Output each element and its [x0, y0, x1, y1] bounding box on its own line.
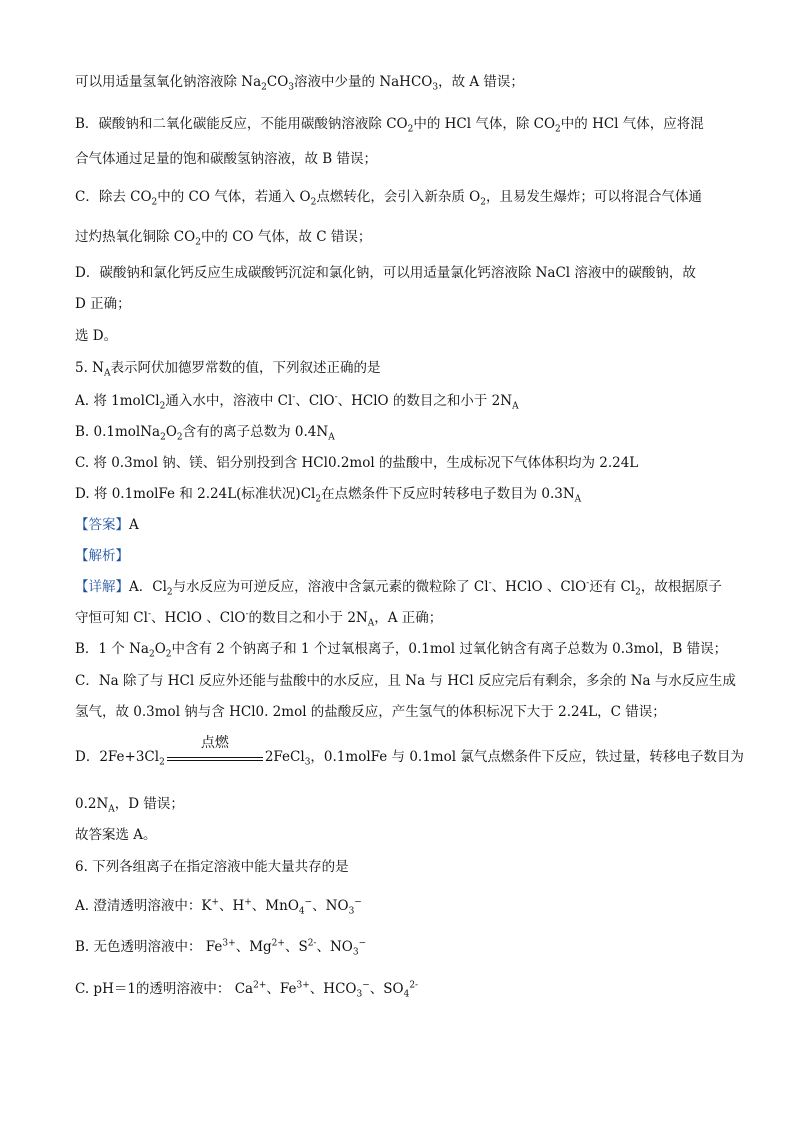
q5-option-a: A. 将 1molCl$_2$通入水中，溶液中 Cl-、ClO-、HClO 的数目之和小于 $2N_A$ — [75, 392, 519, 412]
ignition-condition: 点燃 — [200, 735, 229, 751]
q4-line-7: D 正确； — [75, 296, 131, 312]
q5-option-d: D. 将 0.1molFe 和 2.24L(标准状况)$Cl_2$在点燃条件下反应时转移电子数目为 $0.3N_A$ — [75, 486, 582, 505]
q5-option-b: B. $0.1molNa_2O_2$含有的离子总数为 $0.4N_A$ — [75, 424, 335, 443]
ignition-equals-sign — [167, 735, 263, 766]
explanation-line-7: $0.2N_A$，D 错误； — [75, 796, 184, 815]
detail-tag: 【详解】 — [75, 579, 129, 595]
explanation-line-4: C．Na 除了与 HCl 反应外还能与盐酸中的水反应，且 Na 与 HCl 反应完后有剩余，多余的 Na 与水反应生成 — [75, 673, 736, 689]
answer-value: A — [129, 517, 139, 533]
answer-tag: 【答案】 — [75, 517, 129, 533]
explanation-line-1: 【详解】A．$Cl_2$与水反应为可逆反应，溶液中含氯元素的微粒除了 Cl-、HClO 、ClO-还有 $Cl_2$，故根据原子 — [75, 578, 722, 598]
q4-line-5: 过灼热氧化铜除 $CO_2$中的 CO 气体，故 C 错误； — [75, 229, 372, 248]
explanation-line-3: B．1 个 $Na_2O_2$中含有 2 个钠离子和 1 个过氧根离子，0.1mol 过氧化钠含有离子总数为 0.3mol，B 错误； — [75, 641, 728, 660]
q4-line-3: 合气体通过足量的饱和碳酸氢钠溶液，故 B 错误； — [75, 151, 378, 167]
q6-option-a: A. 澄清透明溶液中：K+、H+、MnO$_4$−、$NO_3^-$ — [75, 897, 362, 917]
q4-line-4: C．除去 $CO_2$中的 CO 气体，若通入 $O_2$点燃转化，会引入新杂质 $O_2$，且易发生爆炸；可以将混合气体通 — [75, 189, 702, 208]
explanation-line-6: D．$2Fe+3Cl_2$ 点燃 2FeCl$_3$，0.1molFe 与 0.1mol 氯气点燃条件下反应，铁过量，转移电子数目为 — [75, 735, 744, 768]
q6-stem: 6. 下列各组离子在指定溶液中能大量共存的是 — [75, 859, 349, 875]
q4-line-6: D．碳酸钠和氯化钙反应生成碳酸钙沉淀和氯化钠，可以用适量氯化钙溶液除 NaCl 溶液中的碳酸钠，故 — [75, 265, 696, 281]
q4-line-8: 选 D。 — [75, 328, 118, 344]
explanation-line-2: 守恒可知 Cl-、HClO 、ClO-的数目之和小于 $2N_A$，A 正确； — [75, 609, 443, 629]
q4-line-1: 可以用适量氢氧化钠溶液除 $Na_2CO_3$溶液中少量的 NaHCO$_3$，故 A 错误； — [75, 74, 524, 93]
q6-option-c: C. pH＝1的透明溶液中： $Ca^{2+}$、$Fe^{3+}$、$HCO_3^-$、$SO_4^{2-}$ — [75, 980, 419, 1000]
analysis-tag: 【解析】 — [75, 548, 129, 564]
q5-option-c: C. 将 0.3mol 钠、镁、铝分别投到含 HCl0.2mol 的盐酸中，生成标况下气体体积均为 2.24L — [75, 455, 639, 471]
q6-option-b: B. 无色透明溶液中： $Fe^{3+}$、$Mg^{2+}$、$S^{2-}$、$NO_3^-$ — [75, 938, 367, 958]
explanation-line-5: 氢气，故 0.3mol 钠与含 HCl0. 2mol 的盐酸反应，产生氢气的体积标况下大于 2.24L，C 错误； — [75, 704, 666, 720]
q5-stem: 5. $N_A$表示阿伏加德罗常数的值，下列叙述正确的是 — [75, 360, 381, 379]
q4-line-2: B．碳酸钠和二氧化碳能反应，不能用碳酸钠溶液除 $CO_2$中的 HCl 气体，除 $CO_2$中的 HCl 气体，应将混 — [75, 116, 704, 135]
conclusion-line: 故答案选 A。 — [75, 827, 157, 843]
answer-line — [75, 516, 139, 534]
